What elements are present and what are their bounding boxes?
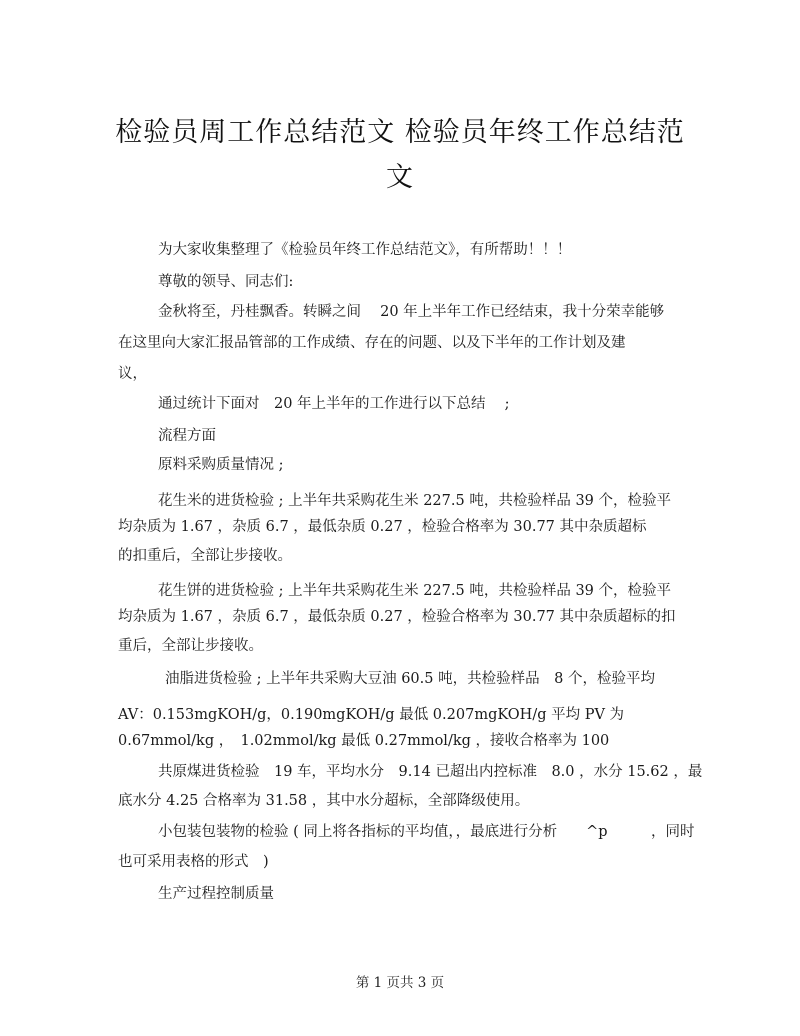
- section-heading-process: 流程方面: [158, 428, 216, 444]
- oil-inspection-line-3: 0.67mmol/kg ， 1.02mmol/kg 最低 0.27mmol/kg ，接收合格率为 100: [118, 733, 610, 749]
- oil-inspection-line-2: AV：0.153mgKOH/g，0.190mgKOH/g 最低 0.207mgKOH/g 平均 PV 为: [118, 707, 625, 723]
- peanut-cake-inspection-line-3: 重后，全部让步接收。: [118, 638, 263, 654]
- section-heading-production: 生产过程控制质量: [158, 886, 274, 902]
- coal-inspection-line-2: 底水分 4.25 合格率为 31.58 ，其中水分超标，全部降级使用。: [118, 793, 530, 809]
- document-title-line-2: 文: [386, 162, 414, 193]
- coal-inspection-line-1: 共原煤进货检验 19 车，平均水分 9.14 已超出内控标准 8.0 ，水分 15.62 ，最: [158, 764, 703, 780]
- greeting: 尊敬的领导、同志们:: [158, 274, 294, 290]
- paragraph-intro: 为大家收集整理了《检验员年终工作总结范文》，有所帮助！！！: [158, 242, 572, 258]
- peanut-inspection-line-2: 均杂质为 1.67 ，杂质 6.7 ，最低杂质 0.27 ，检验合格率为 30.77 其中杂质超标: [118, 519, 647, 535]
- peanut-cake-inspection-line-1: 花生饼的进货检验 ; 上半年共采购花生米 227.5 吨，共检验样品 39 个，检验平: [158, 583, 671, 599]
- oil-inspection-line-1: 油脂进货检验 ; 上半年共采购大豆油 60.5 吨，共检验样品 8 个，检验平均: [165, 671, 655, 687]
- peanut-inspection-line-1: 花生米的进货检验 ; 上半年共采购花生米 227.5 吨，共检验样品 39 个，检验平: [158, 493, 671, 509]
- paragraph-opening-line-2: 在这里向大家汇报品管部的工作成绩、存在的问题、以及下半年的工作计划及建: [118, 335, 626, 351]
- packaging-inspection-line-1: 小包装包装物的检验 ( 同上将各指标的平均值，，最底进行分析 ^p ，同时: [158, 824, 695, 840]
- subheading-raw-material: 原料采购质量情况 ;: [158, 457, 284, 473]
- paragraph-opening-line-3: 议，: [118, 366, 147, 382]
- paragraph-summary: 通过统计下面对 20 年上半年的工作进行以下总结 ;: [158, 396, 510, 412]
- peanut-cake-inspection-line-2: 均杂质为 1.67 ，杂质 6.7 ，最低杂质 0.27 ，检验合格率为 30.77 其中杂质超标的扣: [118, 609, 676, 625]
- peanut-inspection-line-3: 的扣重后，全部让步接收。: [118, 548, 292, 564]
- page-number-footer: 第 1 页共 3 页: [355, 975, 445, 991]
- paragraph-opening-line-1: 金秋将至，丹桂飘香。转瞬之间 20 年上半年工作已经结束，我十分荣幸能够: [158, 304, 665, 320]
- document-title-line-1: 检验员周工作总结范文 检验员年终工作总结范: [115, 117, 685, 148]
- packaging-inspection-line-2: 也可采用表格的形式 ): [118, 854, 269, 870]
